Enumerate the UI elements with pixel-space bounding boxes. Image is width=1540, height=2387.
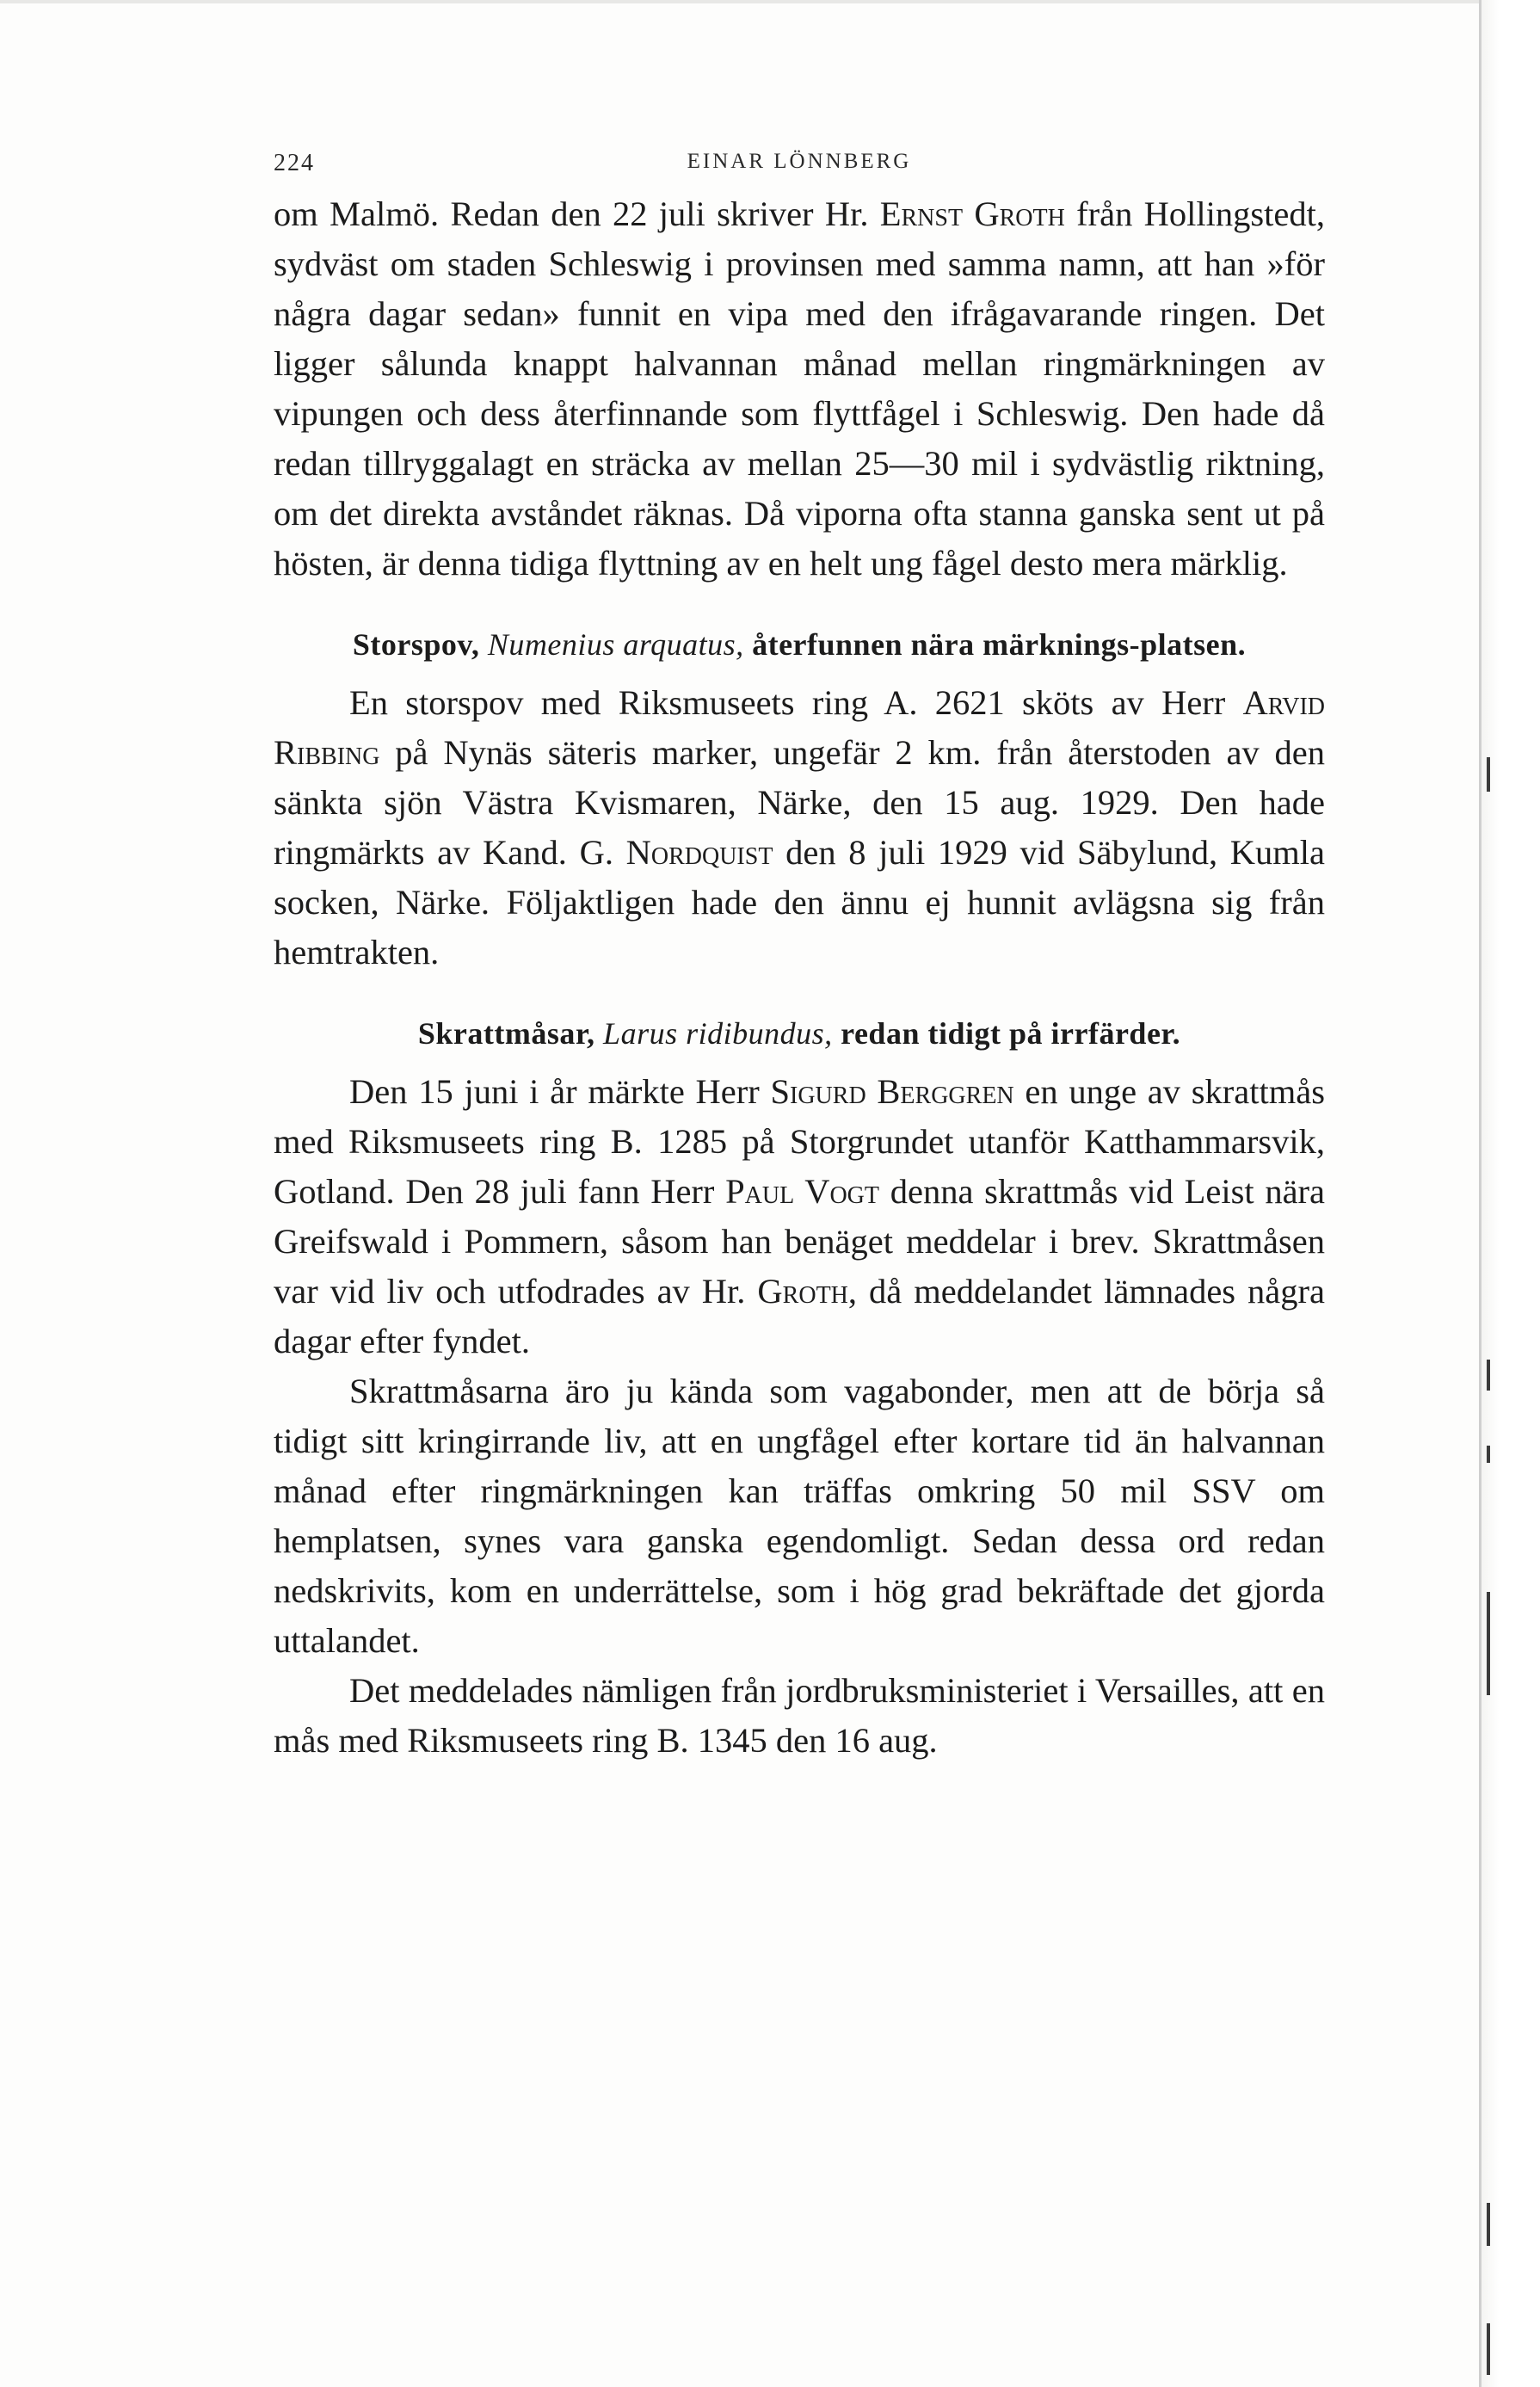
person-name: Ernst Groth bbox=[879, 194, 1065, 233]
page-number: 224 bbox=[274, 150, 315, 176]
species-latin-name: Larus ridibundus, bbox=[603, 1016, 833, 1051]
heading-text: återfunnen nära märknings-platsen. bbox=[743, 627, 1247, 662]
scan-edge-mark bbox=[1487, 1446, 1490, 1463]
running-head bbox=[274, 138, 1325, 189]
scan-right-margin bbox=[1481, 0, 1540, 2387]
text-run: Det meddelades nämligen från jordbruksministeriet i Versailles, att en mås med Riksmuseets ring B. 1345 den 16 aug. bbox=[274, 1671, 1325, 1760]
scan-edge-mark bbox=[1487, 2323, 1490, 2375]
text-run: på Nynäs säteris marker, ungefär 2 km. från återstoden av den sänkta sjön Västra Kvismaren, Närke, den 15 aug. 1929. Den hade ringmärkts av Kand. G. bbox=[274, 733, 1325, 872]
running-title: EINAR LÖNNBERG bbox=[687, 150, 912, 173]
page-body bbox=[274, 189, 1325, 1766]
paragraph-vipa bbox=[274, 189, 1325, 589]
heading-text: redan tidigt på irrfärder. bbox=[832, 1016, 1181, 1051]
paragraph-versailles bbox=[274, 1666, 1325, 1766]
text-run: från Hollingstedt, sydväst om staden Schleswig i provinsen med samma namn, att han »för några dagar sedan» funnit en vipa med den ifrågavarande ringen. Det ligger sålunda knappt halvannan månad mellan ringmärkningen av vipungen och dess återfinnande som flyttfågel i Schleswig. Den hade då redan tillryggalagt en sträcka av mellan 25—30 mil i sydvästlig riktning, om det direkta avståndet räknas. Då viporna ofta stanna ganska sent ut på hösten, är denna tidiga flyttning av en helt ung fågel desto mera märklig. bbox=[274, 194, 1326, 583]
text-run: en unge av skrattmås med Riksmuseets ring B. 1285 på Storgrundet utanför Katthammarsvik, Gotland. Den 28 juli fann Herr bbox=[274, 1072, 1325, 1211]
text-run: den 8 juli 1929 vid Säbylund, Kumla socken, Närke. Följaktligen hade den ännu ej hunnit avlägsna sig från hemtrakten. bbox=[274, 833, 1326, 971]
book-page bbox=[274, 138, 1325, 1766]
person-name: Nordquist bbox=[625, 833, 773, 872]
text-run: om Malmö. Redan den 22 juli skriver Hr. bbox=[274, 194, 880, 233]
species-latin-name: Numenius arquatus, bbox=[487, 627, 744, 662]
section-heading-storspov bbox=[291, 623, 1308, 666]
paragraph-storspov bbox=[274, 678, 1325, 978]
scan-edge-mark bbox=[1487, 757, 1490, 792]
scan-edge-mark bbox=[1487, 1360, 1490, 1391]
person-name: Arvid Ribbing bbox=[274, 683, 1325, 772]
person-name: Paul Vogt bbox=[725, 1172, 880, 1211]
text-run: , då meddelandet lämnades några dagar efter fyndet. bbox=[274, 1272, 1325, 1360]
text-run: denna skrattmås vid Leist nära Greifswald i Pommern, såsom han benäget meddelar i brev. Skrattmåsen var vid liv och utfodrades av Hr. bbox=[274, 1172, 1326, 1311]
person-name: Sigurd Berggren bbox=[770, 1072, 1014, 1111]
person-name: Groth bbox=[757, 1272, 848, 1311]
heading-text: Storspov, bbox=[352, 627, 488, 662]
scan-edge-mark bbox=[1487, 2203, 1490, 2246]
paragraph-skrattmas-ring bbox=[274, 1067, 1325, 1366]
text-run: Den 15 juni i år märkte Herr bbox=[349, 1072, 771, 1111]
heading-text: Skrattmåsar, bbox=[417, 1016, 604, 1051]
text-run: Skrattmåsarna äro ju kända som vagabonder, men att de börja så tidigt sitt kringirrande liv, att en ungfågel efter kortare tid än halvannan månad efter ringmärkningen kan träffas omkring 50 mil SSV om hemplatsen, synes vara ganska egendomligt. Sedan dessa ord redan nedskrivits, kom en underrättelse, som i hög grad bekräftade det gjorda uttalandet. bbox=[274, 1372, 1325, 1660]
section-heading-skrattmasar bbox=[291, 1012, 1308, 1055]
text-run: En storspov med Riksmuseets ring A. 2621 sköts av Herr bbox=[349, 683, 1243, 722]
paragraph-vagabonder bbox=[274, 1366, 1325, 1666]
scan-edge-mark bbox=[1487, 1592, 1490, 1695]
